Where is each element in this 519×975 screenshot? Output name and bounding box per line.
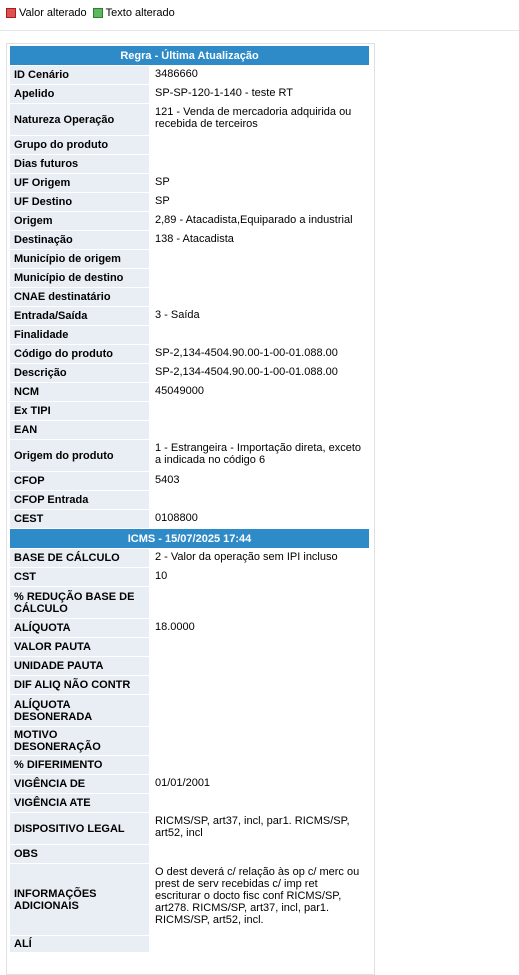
- field-label: Destinação: [10, 231, 151, 250]
- field-label: UF Destino: [10, 193, 151, 212]
- field-value: SP-2,134-4504.90.00-1-00-01.088.00: [151, 364, 369, 383]
- field-value: 01/01/2001: [151, 775, 369, 794]
- field-value: 2 - Valor da operação sem IPI incluso: [151, 549, 369, 568]
- field-value: SP-2,134-4504.90.00-1-00-01.088.00: [151, 345, 369, 364]
- field-value: [151, 657, 369, 676]
- table-row: [10, 587, 369, 619]
- field-value: [151, 727, 369, 756]
- field-label: CEST: [10, 510, 151, 529]
- field-label: Finalidade: [10, 326, 151, 345]
- field-label: Descrição: [10, 364, 151, 383]
- field-value: [151, 421, 369, 440]
- field-label: MOTIVO DESONERAÇÃO: [10, 727, 151, 756]
- change-legend: [6, 7, 181, 19]
- field-label: % REDUÇÃO BASE DE CÁLCULO: [10, 587, 151, 619]
- field-label: BASE DE CÁLCULO: [10, 549, 151, 568]
- field-label: Entrada/Saída: [10, 307, 151, 326]
- table-row: [10, 345, 369, 364]
- table-row: [10, 845, 369, 864]
- field-value: 45049000: [151, 383, 369, 402]
- field-value: [151, 288, 369, 307]
- field-label: EAN: [10, 421, 151, 440]
- field-label: NCM: [10, 383, 151, 402]
- field-label: Dias futuros: [10, 155, 151, 174]
- table-row: [10, 568, 369, 587]
- field-value: [151, 638, 369, 657]
- field-value: 3486660: [151, 66, 369, 85]
- field-value: [151, 695, 369, 727]
- table-row: [10, 136, 369, 155]
- field-value: [151, 587, 369, 619]
- field-value: 3 - Saída: [151, 307, 369, 326]
- field-label: Origem: [10, 212, 151, 231]
- field-value: [151, 936, 369, 953]
- table-row: [10, 440, 369, 472]
- field-value: 5403: [151, 472, 369, 491]
- table-row: [10, 727, 369, 756]
- table-row: [10, 307, 369, 326]
- table-row: [10, 813, 369, 845]
- field-label: CNAE destinatário: [10, 288, 151, 307]
- field-label: ALÍQUOTA: [10, 619, 151, 638]
- field-value: 10: [151, 568, 369, 587]
- field-label: Município de destino: [10, 269, 151, 288]
- field-label: ALÍ: [10, 936, 151, 953]
- field-label: Código do produto: [10, 345, 151, 364]
- field-label: UF Origem: [10, 174, 151, 193]
- legend-bar: [0, 0, 519, 31]
- scenario-detail-table: [10, 46, 369, 953]
- field-value: 0108800: [151, 510, 369, 529]
- table-row: [10, 794, 369, 813]
- field-label: UNIDADE PAUTA: [10, 657, 151, 676]
- table-row: [10, 695, 369, 727]
- table-row: [10, 421, 369, 440]
- table-row: [10, 250, 369, 269]
- field-value: RICMS/SP, art37, incl, par1. RICMS/SP, art52, incl: [151, 813, 369, 845]
- table-row: [10, 402, 369, 421]
- table-row: [10, 549, 369, 568]
- field-value: SP-SP-120-1-140 - teste RT: [151, 85, 369, 104]
- field-value: 1 - Estrangeira - Importação direta, exceto a indicada no código 6: [151, 440, 369, 472]
- table-row: [10, 472, 369, 491]
- table-row: [10, 619, 369, 638]
- field-label: Natureza Operação: [10, 104, 151, 136]
- table-row: [10, 936, 369, 953]
- field-value: [151, 756, 369, 775]
- table-row: [10, 510, 369, 529]
- field-value: [151, 326, 369, 345]
- field-label: Apelido: [10, 85, 151, 104]
- field-label: VIGÊNCIA ATE: [10, 794, 151, 813]
- section-header-row: [10, 529, 369, 549]
- table-row: [10, 657, 369, 676]
- section-title: ICMS - 15/07/2025 17:44: [10, 529, 369, 549]
- section-header-row: [10, 46, 369, 66]
- table-row: [10, 269, 369, 288]
- field-label: ALÍQUOTA DESONERADA: [10, 695, 151, 727]
- field-value: O dest deverá c/ relação às op c/ merc ou prest de serv recebidas c/ imp ret escriturar o docto fisc conf RICMS/SP, art278. RICMS/SP, art37, incl, par1. RICMS/SP, art52, incl.: [151, 864, 369, 936]
- table-row: [10, 756, 369, 775]
- field-value: [151, 155, 369, 174]
- table-row: [10, 66, 369, 85]
- table-row: [10, 326, 369, 345]
- field-value: [151, 269, 369, 288]
- field-value: [151, 402, 369, 421]
- table-row: [10, 638, 369, 657]
- table-row: [10, 231, 369, 250]
- table-row: [10, 212, 369, 231]
- field-label: % DIFERIMENTO: [10, 756, 151, 775]
- field-label: CFOP: [10, 472, 151, 491]
- table-row: [10, 491, 369, 510]
- field-value: 2,89 - Atacadista,Equiparado a industrial: [151, 212, 369, 231]
- texto-alterado-swatch-icon: [93, 8, 103, 18]
- valor-alterado-label: Valor alterado: [19, 7, 87, 19]
- field-value: 121 - Venda de mercadoria adquirida ou recebida de terceiros: [151, 104, 369, 136]
- field-label: Município de origem: [10, 250, 151, 269]
- field-label: DIF ALIQ NÃO CONTR: [10, 676, 151, 695]
- table-row: [10, 288, 369, 307]
- field-value: [151, 136, 369, 155]
- field-label: Grupo do produto: [10, 136, 151, 155]
- field-value: [151, 491, 369, 510]
- field-label: ID Cenário: [10, 66, 151, 85]
- field-value: SP: [151, 193, 369, 212]
- table-row: [10, 104, 369, 136]
- table-row: [10, 85, 369, 104]
- field-value: [151, 794, 369, 813]
- table-row: [10, 383, 369, 402]
- table-row: [10, 155, 369, 174]
- field-label: OBS: [10, 845, 151, 864]
- field-label: INFORMAÇÕES ADICIONAIS: [10, 864, 151, 936]
- valor-alterado-swatch-icon: [6, 8, 16, 18]
- field-label: CFOP Entrada: [10, 491, 151, 510]
- field-value: 138 - Atacadista: [151, 231, 369, 250]
- field-value: [151, 250, 369, 269]
- texto-alterado-label: Texto alterado: [105, 7, 175, 19]
- field-label: DISPOSITIVO LEGAL: [10, 813, 151, 845]
- field-value: 18.0000: [151, 619, 369, 638]
- field-label: VIGÊNCIA DE: [10, 775, 151, 794]
- section-title: Regra - Última Atualização: [10, 46, 369, 66]
- table-row: [10, 364, 369, 383]
- field-label: Origem do produto: [10, 440, 151, 472]
- field-label: VALOR PAUTA: [10, 638, 151, 657]
- field-value: [151, 845, 369, 864]
- field-label: Ex TIPI: [10, 402, 151, 421]
- table-row: [10, 864, 369, 936]
- field-value: [151, 676, 369, 695]
- field-label: CST: [10, 568, 151, 587]
- table-row: [10, 193, 369, 212]
- table-row: [10, 676, 369, 695]
- table-row: [10, 174, 369, 193]
- field-value: SP: [151, 174, 369, 193]
- table-row: [10, 775, 369, 794]
